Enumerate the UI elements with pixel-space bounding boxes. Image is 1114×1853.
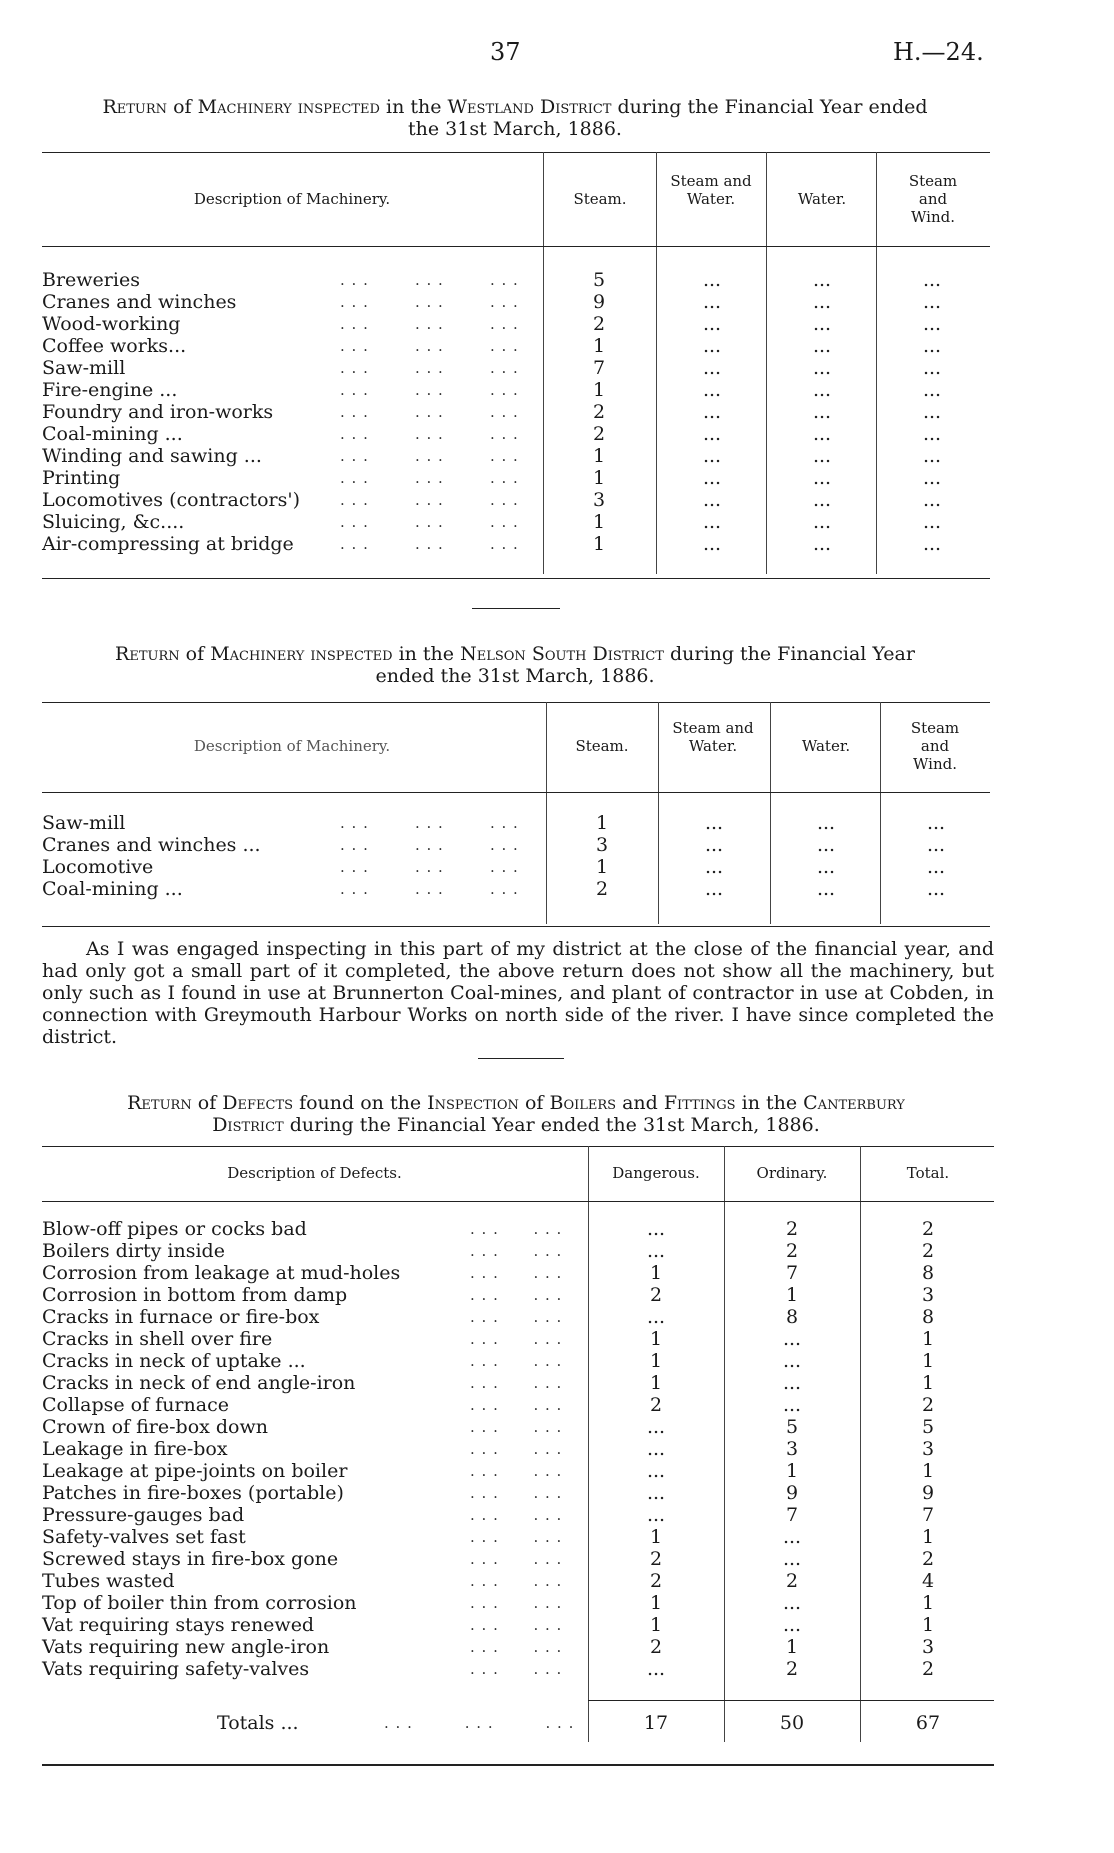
totals-total: 67 <box>915 1712 941 1734</box>
cell-total: 2 <box>921 1240 935 1262</box>
row-description: Cracks in shell over fire <box>42 1328 273 1350</box>
table-row <box>42 1504 994 1526</box>
cell-total: 1 <box>921 1372 935 1394</box>
table-row <box>42 1636 994 1658</box>
row-description: Fire-engine ... <box>42 379 178 401</box>
leader-dots: . . . . . . <box>470 1462 563 1480</box>
canterbury-header-rule <box>42 1201 994 1202</box>
cell-steam: 2 <box>592 423 606 445</box>
leader-dots: . . . . . . . . . <box>340 447 519 465</box>
cell-dangerous: 1 <box>649 1372 663 1394</box>
table-row <box>42 856 992 878</box>
cell-steam-water: ... <box>702 533 722 555</box>
canterbury-title: Return of Defects found on the Inspection of Boilers and Fittings in the Canterbury District during the Financial Year ended the 31st March, 1886. <box>127 1092 905 1136</box>
table-row <box>42 1394 994 1416</box>
canterbury-header-dangerous: Dangerous. <box>612 1164 700 1182</box>
cell-dangerous: 1 <box>649 1328 663 1350</box>
cell-steam-water: ... <box>702 467 722 489</box>
cell-total: 3 <box>921 1636 935 1658</box>
cell-ordinary: ... <box>782 1394 802 1416</box>
table-row <box>42 379 992 401</box>
cell-ordinary: 2 <box>785 1658 799 1680</box>
nelson-header-steam: Steam. <box>575 737 629 755</box>
cell-dangerous: 1 <box>649 1350 663 1372</box>
canterbury-totals-rule <box>588 1700 994 1701</box>
cell-ordinary: 7 <box>785 1504 799 1526</box>
cell-water: ... <box>812 357 832 379</box>
cell-dangerous: ... <box>646 1416 666 1438</box>
table-row <box>42 812 992 834</box>
canterbury-totals-row <box>42 1712 994 1734</box>
nelson-note-paragraph: As I was engaged inspecting in this part of my district at the close of the financial year, and had only got a small part of it completed, the above return does not show all the machinery, but only such as I found in use at Brunnerton Coal-mines, and plant of contractor in use at Cobden, in connection with Greymouth Harbour Works on north side of the river. I have since completed the district. <box>42 938 994 1048</box>
cell-water: ... <box>812 467 832 489</box>
cell-steam-water: ... <box>702 335 722 357</box>
cell-steam-water: ... <box>702 313 722 335</box>
cell-ordinary: 5 <box>785 1416 799 1438</box>
row-description: Vat requiring stays renewed <box>42 1614 315 1636</box>
cell-dangerous: ... <box>646 1460 666 1482</box>
table-row <box>42 489 992 511</box>
table-row <box>42 1592 994 1614</box>
cell-ordinary: 2 <box>785 1570 799 1592</box>
table-row <box>42 1350 994 1372</box>
cell-total: 1 <box>921 1328 935 1350</box>
canterbury-bottom-rule <box>42 1764 994 1766</box>
leader-dots: . . . . . . . . . <box>340 425 519 443</box>
table-row <box>42 357 992 379</box>
cell-total: 9 <box>921 1482 935 1504</box>
cell-steam-water: ... <box>702 423 722 445</box>
cell-ordinary: 2 <box>785 1240 799 1262</box>
row-description: Corrosion in bottom from damp <box>42 1284 348 1306</box>
cell-total: 2 <box>921 1394 935 1416</box>
leader-dots: . . . . . . . . . <box>340 513 519 531</box>
cell-steam-wind: ... <box>922 445 942 467</box>
westland-header-steam-water: Steam and Water. <box>670 172 752 208</box>
section-separator <box>472 608 560 609</box>
cell-steam-wind: ... <box>926 856 946 878</box>
leader-dots: . . . . . . . . . <box>340 858 519 876</box>
cell-water: ... <box>812 445 832 467</box>
row-description: Boilers dirty inside <box>42 1240 225 1262</box>
westland-bottom-rule <box>42 578 990 579</box>
row-description: Cracks in neck of uptake ... <box>42 1350 306 1372</box>
cell-ordinary: ... <box>782 1548 802 1570</box>
leader-dots: . . . . . . <box>470 1242 563 1260</box>
cell-dangerous: ... <box>646 1658 666 1680</box>
row-description: Saw-mill <box>42 812 126 834</box>
cell-dangerous: 2 <box>649 1548 663 1570</box>
page-number: 37 <box>490 38 521 66</box>
cell-steam: 1 <box>592 445 606 467</box>
cell-ordinary: 1 <box>785 1284 799 1306</box>
row-description: Air-compressing at bridge <box>42 533 294 555</box>
row-description: Cracks in neck of end angle-iron <box>42 1372 356 1394</box>
cell-water: ... <box>812 269 832 291</box>
document-reference: H.—24. <box>893 38 984 66</box>
cell-total: 2 <box>921 1218 935 1240</box>
cell-dangerous: 2 <box>649 1284 663 1306</box>
cell-ordinary: 2 <box>785 1218 799 1240</box>
row-description: Safety-valves set fast <box>42 1526 246 1548</box>
table-row <box>42 335 992 357</box>
table-row <box>42 1416 994 1438</box>
table-row <box>42 313 992 335</box>
cell-steam-water: ... <box>704 834 724 856</box>
table-row <box>42 423 992 445</box>
cell-total: 3 <box>921 1284 935 1306</box>
cell-total: 3 <box>921 1438 935 1460</box>
cell-ordinary: ... <box>782 1526 802 1548</box>
leader-dots: . . . . . . <box>470 1484 563 1502</box>
leader-dots: . . . . . . <box>470 1440 563 1458</box>
cell-water: ... <box>812 511 832 533</box>
leader-dots: . . . . . . <box>470 1550 563 1568</box>
leader-dots: . . . . . . <box>470 1506 563 1524</box>
row-description: Crown of fire-box down <box>42 1416 268 1438</box>
cell-steam-water: ... <box>702 511 722 533</box>
cell-dangerous: ... <box>646 1218 666 1240</box>
westland-header-water: Water. <box>797 190 847 208</box>
cell-steam-water: ... <box>702 291 722 313</box>
table-row <box>42 533 992 555</box>
leader-dots: . . . . . . <box>470 1528 563 1546</box>
leader-dots: . . . . . . . . . <box>384 1714 575 1732</box>
cell-steam: 5 <box>592 269 606 291</box>
row-description: Coal-mining ... <box>42 423 183 445</box>
table-row <box>42 1570 994 1592</box>
cell-ordinary: 1 <box>785 1460 799 1482</box>
cell-ordinary: ... <box>782 1328 802 1350</box>
totals-label: Totals ... <box>217 1712 299 1734</box>
table-row <box>42 1548 994 1570</box>
westland-header-description: Description of Machinery. <box>193 190 391 208</box>
cell-steam: 7 <box>592 357 606 379</box>
cell-steam: 1 <box>595 856 609 878</box>
leader-dots: . . . . . . . . . <box>340 337 519 355</box>
table-row <box>42 1328 994 1350</box>
table-row <box>42 1658 994 1680</box>
cell-steam-wind: ... <box>926 812 946 834</box>
leader-dots: . . . . . . <box>470 1572 563 1590</box>
table-row <box>42 1218 994 1240</box>
table-row <box>42 511 992 533</box>
row-description: Collapse of furnace <box>42 1394 229 1416</box>
leader-dots: . . . . . . . . . <box>340 836 519 854</box>
cell-steam: 9 <box>592 291 606 313</box>
leader-dots: . . . . . . <box>470 1616 563 1634</box>
cell-steam-water: ... <box>702 445 722 467</box>
nelson-header-steam-wind: Steam and Wind. <box>910 719 960 773</box>
row-description: Vats requiring safety-valves <box>42 1658 310 1680</box>
cell-water: ... <box>812 291 832 313</box>
leader-dots: . . . . . . <box>470 1660 563 1678</box>
cell-total: 1 <box>921 1460 935 1482</box>
westland-header-steam: Steam. <box>573 190 627 208</box>
cell-steam-wind: ... <box>922 291 942 313</box>
table-row <box>42 834 992 856</box>
westland-top-rule <box>42 152 990 153</box>
canterbury-header-description: Description of Defects. <box>227 1164 402 1182</box>
cell-steam: 1 <box>592 379 606 401</box>
westland-header-rule <box>42 246 990 247</box>
leader-dots: . . . . . . . . . <box>340 271 519 289</box>
row-description: Saw-mill <box>42 357 126 379</box>
cell-steam: 1 <box>592 335 606 357</box>
cell-total: 8 <box>921 1306 935 1328</box>
leader-dots: . . . . . . <box>470 1418 563 1436</box>
westland-title: Return of Machinery inspected in the Westland District during the Financial Year ended the 31st March, 1886. <box>102 96 928 140</box>
cell-steam: 2 <box>592 313 606 335</box>
table-row <box>42 401 992 423</box>
leader-dots: . . . . . . <box>470 1396 563 1414</box>
cell-steam: 3 <box>592 489 606 511</box>
cell-steam: 1 <box>592 533 606 555</box>
cell-dangerous: 2 <box>649 1394 663 1416</box>
cell-total: 4 <box>921 1570 935 1592</box>
cell-steam-wind: ... <box>922 269 942 291</box>
totals-ordinary: 50 <box>779 1712 805 1734</box>
cell-steam: 2 <box>592 401 606 423</box>
leader-dots: . . . . . . <box>470 1352 563 1370</box>
table-row <box>42 467 992 489</box>
row-description: Leakage at pipe-joints on boiler <box>42 1460 348 1482</box>
table-row <box>42 1240 994 1262</box>
cell-total: 5 <box>921 1416 935 1438</box>
row-description: Locomotives (contractors') <box>42 489 301 511</box>
cell-ordinary: ... <box>782 1350 802 1372</box>
cell-steam-water: ... <box>702 379 722 401</box>
row-description: Vats requiring new angle-iron <box>42 1636 330 1658</box>
totals-dangerous: 17 <box>643 1712 669 1734</box>
leader-dots: . . . . . . <box>470 1286 563 1304</box>
nelson-title: Return of Machinery inspected in the Nelson South District during the Financial Year ended the 31st March, 1886. <box>115 643 915 687</box>
leader-dots: . . . . . . . . . <box>340 293 519 311</box>
cell-steam-wind: ... <box>922 401 942 423</box>
cell-steam-wind: ... <box>922 511 942 533</box>
leader-dots: . . . . . . . . . <box>340 381 519 399</box>
cell-water: ... <box>812 423 832 445</box>
row-description: Locomotive <box>42 856 154 878</box>
leader-dots: . . . . . . <box>470 1330 563 1348</box>
row-description: Cracks in furnace or fire-box <box>42 1306 320 1328</box>
cell-total: 8 <box>921 1262 935 1284</box>
cell-steam-water: ... <box>702 489 722 511</box>
canterbury-header-ordinary: Ordinary. <box>756 1164 828 1182</box>
cell-steam-wind: ... <box>922 489 942 511</box>
leader-dots: . . . . . . . . . <box>340 359 519 377</box>
leader-dots: . . . . . . . . . <box>340 535 519 553</box>
table-row <box>42 1460 994 1482</box>
cell-dangerous: 2 <box>649 1570 663 1592</box>
row-description: Winding and sawing ... <box>42 445 262 467</box>
cell-steam-wind: ... <box>922 335 942 357</box>
westland-header-steam-wind: Steam and Wind. <box>908 172 958 226</box>
cell-water: ... <box>816 812 836 834</box>
cell-ordinary: 3 <box>785 1438 799 1460</box>
cell-steam: 1 <box>592 467 606 489</box>
cell-ordinary: 9 <box>785 1482 799 1504</box>
table-row <box>42 1614 994 1636</box>
row-description: Blow-off pipes or cocks bad <box>42 1218 307 1240</box>
row-description: Leakage in fire-box <box>42 1438 228 1460</box>
cell-dangerous: ... <box>646 1306 666 1328</box>
leader-dots: . . . . . . <box>470 1220 563 1238</box>
cell-ordinary: ... <box>782 1592 802 1614</box>
leader-dots: . . . . . . . . . <box>340 880 519 898</box>
table-row <box>42 878 992 900</box>
cell-dangerous: ... <box>646 1482 666 1504</box>
leader-dots: . . . . . . . . . <box>340 315 519 333</box>
cell-steam-water: ... <box>702 357 722 379</box>
table-row <box>42 1262 994 1284</box>
cell-dangerous: ... <box>646 1438 666 1460</box>
leader-dots: . . . . . . . . . <box>340 403 519 421</box>
cell-total: 7 <box>921 1504 935 1526</box>
cell-total: 1 <box>921 1350 935 1372</box>
cell-water: ... <box>812 489 832 511</box>
row-description: Coffee works... <box>42 335 187 357</box>
cell-steam: 2 <box>595 878 609 900</box>
row-description: Cranes and winches <box>42 291 237 313</box>
row-description: Breweries <box>42 269 140 291</box>
nelson-header-description: Description of Machinery. <box>193 737 391 755</box>
nelson-top-rule <box>42 702 990 703</box>
cell-ordinary: ... <box>782 1614 802 1636</box>
cell-steam-water: ... <box>704 856 724 878</box>
cell-steam-wind: ... <box>922 533 942 555</box>
canterbury-header-total: Total. <box>906 1164 950 1182</box>
leader-dots: . . . . . . . . . <box>340 469 519 487</box>
cell-water: ... <box>816 834 836 856</box>
nelson-bottom-rule <box>42 926 990 927</box>
table-row <box>42 445 992 467</box>
cell-steam-wind: ... <box>926 878 946 900</box>
cell-steam: 1 <box>592 511 606 533</box>
table-row <box>42 291 992 313</box>
cell-steam-wind: ... <box>922 357 942 379</box>
cell-dangerous: 1 <box>649 1614 663 1636</box>
nelson-header-steam-water: Steam and Water. <box>672 719 754 755</box>
row-description: Sluicing, &c.... <box>42 511 185 533</box>
cell-steam: 3 <box>595 834 609 856</box>
cell-water: ... <box>812 335 832 357</box>
cell-ordinary: 7 <box>785 1262 799 1284</box>
table-row <box>42 269 992 291</box>
cell-steam-wind: ... <box>922 423 942 445</box>
cell-steam-water: ... <box>704 812 724 834</box>
row-description: Coal-mining ... <box>42 878 183 900</box>
cell-water: ... <box>812 379 832 401</box>
cell-total: 2 <box>921 1658 935 1680</box>
row-description: Screwed stays in fire-box gone <box>42 1548 339 1570</box>
cell-steam-wind: ... <box>922 313 942 335</box>
row-description: Patches in fire-boxes (portable) <box>42 1482 344 1504</box>
table-row <box>42 1482 994 1504</box>
cell-total: 1 <box>921 1592 935 1614</box>
cell-dangerous: 1 <box>649 1262 663 1284</box>
cell-water: ... <box>812 313 832 335</box>
row-description: Wood-working <box>42 313 181 335</box>
leader-dots: . . . . . . . . . <box>340 814 519 832</box>
cell-dangerous: 2 <box>649 1636 663 1658</box>
cell-steam-water: ... <box>702 269 722 291</box>
leader-dots: . . . . . . <box>470 1374 563 1392</box>
row-description: Tubes wasted <box>42 1570 175 1592</box>
cell-ordinary: 8 <box>785 1306 799 1328</box>
cell-water: ... <box>816 856 836 878</box>
table-row <box>42 1526 994 1548</box>
cell-total: 1 <box>921 1526 935 1548</box>
canterbury-top-rule <box>42 1146 994 1147</box>
cell-total: 1 <box>921 1614 935 1636</box>
cell-steam-water: ... <box>702 401 722 423</box>
cell-dangerous: ... <box>646 1240 666 1262</box>
nelson-header-rule <box>42 792 990 793</box>
leader-dots: . . . . . . <box>470 1264 563 1282</box>
cell-water: ... <box>816 878 836 900</box>
table-row <box>42 1372 994 1394</box>
table-row <box>42 1438 994 1460</box>
cell-ordinary: 1 <box>785 1636 799 1658</box>
cell-steam-water: ... <box>704 878 724 900</box>
cell-water: ... <box>812 533 832 555</box>
cell-dangerous: 1 <box>649 1592 663 1614</box>
leader-dots: . . . . . . <box>470 1638 563 1656</box>
leader-dots: . . . . . . <box>470 1594 563 1612</box>
cell-water: ... <box>812 401 832 423</box>
table-row <box>42 1306 994 1328</box>
row-description: Cranes and winches ... <box>42 834 261 856</box>
cell-dangerous: 1 <box>649 1526 663 1548</box>
cell-ordinary: ... <box>782 1372 802 1394</box>
row-description: Pressure-gauges bad <box>42 1504 245 1526</box>
row-description: Corrosion from leakage at mud-holes <box>42 1262 401 1284</box>
row-description: Top of boiler thin from corrosion <box>42 1592 357 1614</box>
section-separator <box>478 1058 564 1059</box>
nelson-header-water: Water. <box>801 737 851 755</box>
leader-dots: . . . . . . . . . <box>340 491 519 509</box>
cell-dangerous: ... <box>646 1504 666 1526</box>
table-row <box>42 1284 994 1306</box>
row-description: Foundry and iron-works <box>42 401 274 423</box>
leader-dots: . . . . . . <box>470 1308 563 1326</box>
cell-steam-wind: ... <box>922 467 942 489</box>
cell-total: 2 <box>921 1548 935 1570</box>
cell-steam-wind: ... <box>926 834 946 856</box>
cell-steam-wind: ... <box>922 379 942 401</box>
row-description: Printing <box>42 467 121 489</box>
cell-steam: 1 <box>595 812 609 834</box>
